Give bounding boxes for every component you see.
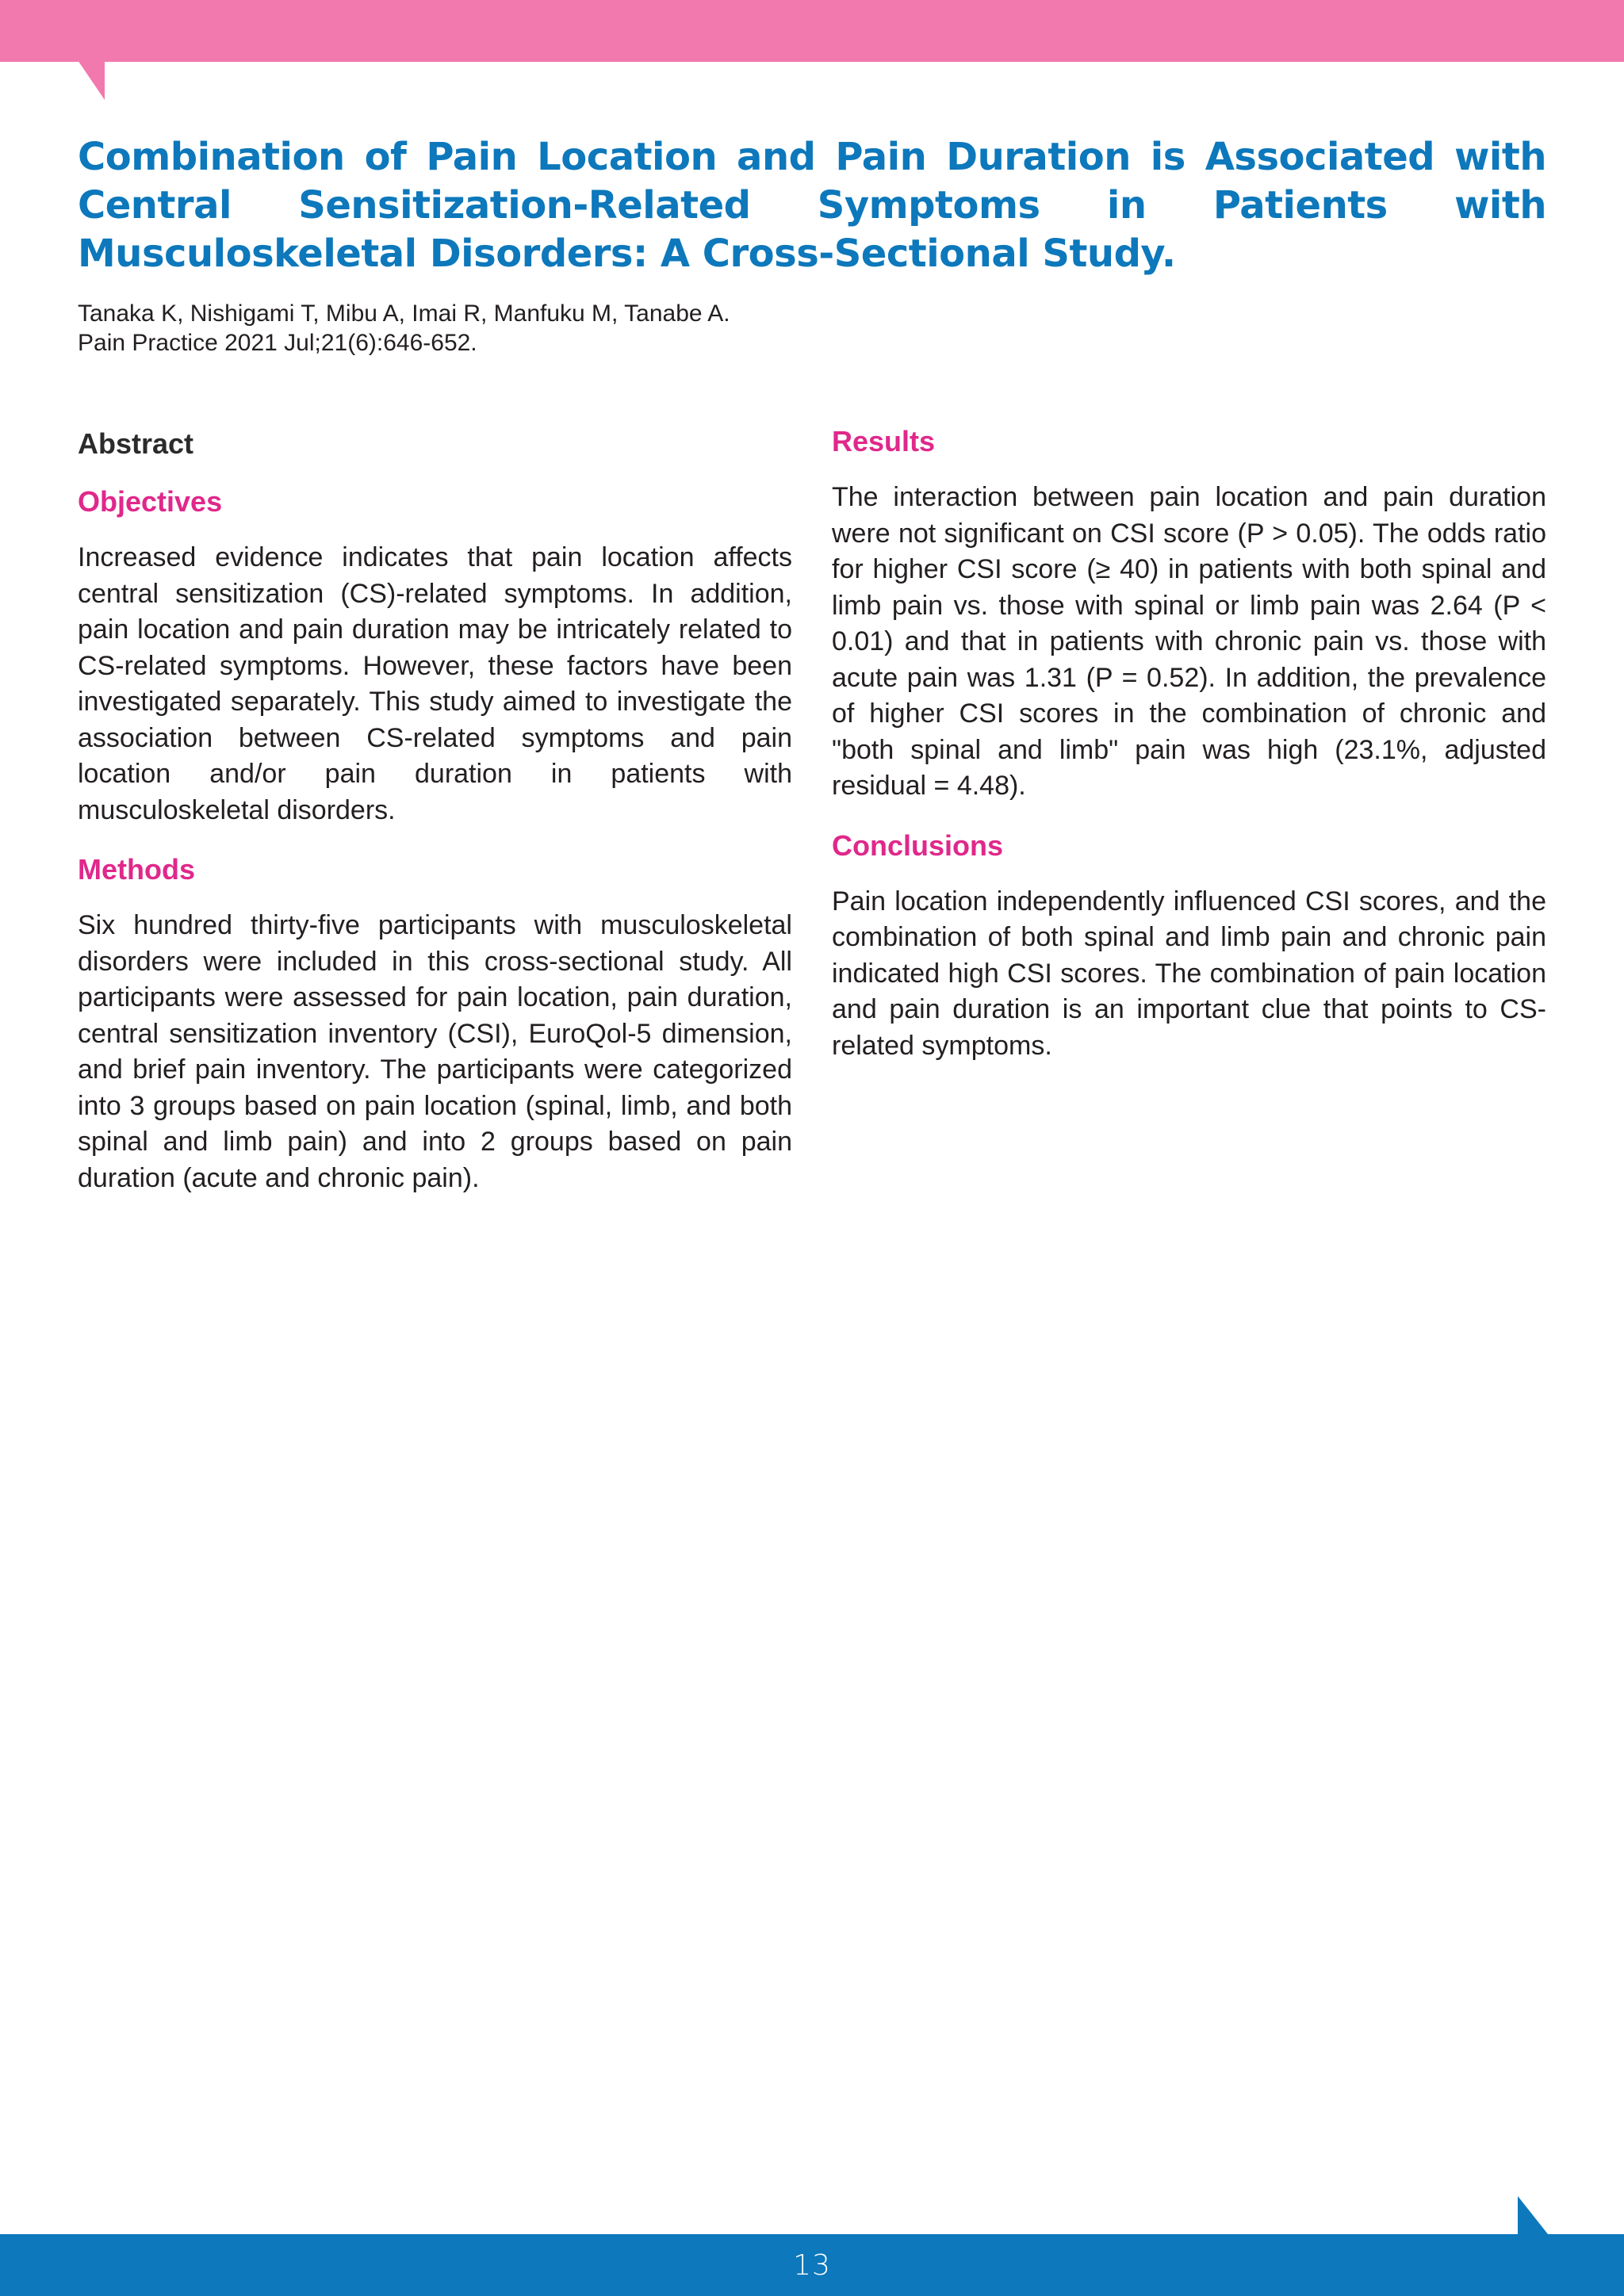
abstract-heading: Abstract [78,427,194,460]
results-heading: Results [832,425,936,457]
methods-text: Six hundred thirty-five participants with musculoskeletal disorders were included in this cross-sectional study. All participants were assessed for pain location, pain duration, central sensitization inventory (CSI), EuroQol-5 dimension, and brief pain inventory. The participants were categorized into 3 groups based on pain location (spinal, limb, and both spinal and limb pain) and into 2 groups based on pain duration (acute and chronic pain). [78,910,792,1193]
citation [78,299,1546,358]
top-band-tab [78,60,105,100]
article-title: Combination of Pain Location and Pain Duration is Associated with Central Sensitization-Related Symptoms in Patients with Musculoskeletal Disorders: A Cross-Sectional Study. [78,135,1546,276]
page-number: 13 [793,2248,831,2282]
methods-heading: Methods [78,853,195,886]
conclusions-text: Pain location independently influenced CSI scores, and the combination of both spinal and limb pain and chronic pain indicated high CSI scores. The combination of pain location and pain duration is an important clue that points to CS-related symptoms. [832,886,1546,1061]
objectives-text: Increased evidence indicates that pain location affects central sensitization (CS)-related symptoms. In addition, pain location and pain duration may be intricately related to CS-related symptoms. However, these factors have been investigated separately. This study aimed to investigate the association between CS-related symptoms and pain location and/or pain duration in patients with musculoskeletal disorders. [78,542,792,825]
conclusions-heading: Conclusions [832,828,1004,862]
bottom-blue-band [0,2234,1624,2296]
top-pink-band [0,0,1624,62]
authors: Tanaka K, Nishigami T, Mibu A, Imai R, Manfuku M, Tanabe A. [78,300,730,327]
bottom-band-tab [1518,2196,1548,2234]
journal-reference: Pain Practice 2021 Jul;21(6):646-652. [78,330,477,356]
article-header [78,133,1546,358]
abstract-body [78,424,1546,1217]
objectives-heading: Objectives [78,485,223,518]
results-text: The interaction between pain location and pain duration were not significant on CSI score (P > 0.05). The odds ratio for higher CSI score (≥ 40) in patients with both spinal and limb pain vs. those with spinal or limb pain was 2.64 (P < 0.01) and that in patients with chronic pain vs. those with acute pain was 1.31 (P = 0.52). In addition, the prevalence of higher CSI scores in the combination of chronic and "both spinal and limb" pain was high (23.1%, adjusted residual = 4.48). [832,482,1546,801]
